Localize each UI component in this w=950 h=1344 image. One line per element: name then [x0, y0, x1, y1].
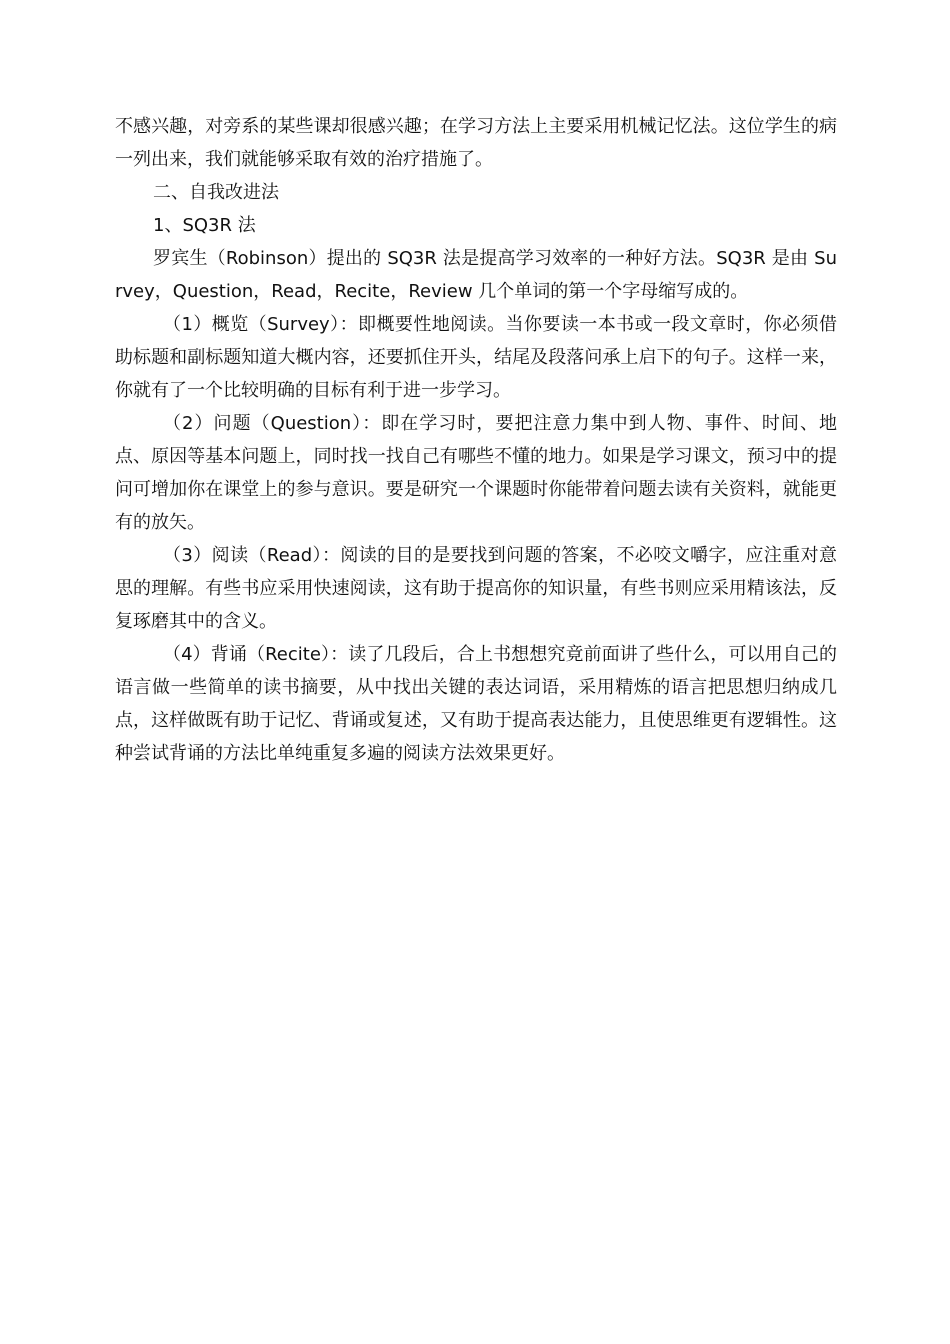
- paragraph-survey: （1）概览（Survey）：即概要性地阅读。当你要读一本书或一段文章时，你必须借助标题和副标题知道大概内容，还要抓住开头，结尾及段落问承上启下的句子。这样一来，你就有了一个比较明确的目标有利于进一步学习。: [115, 314, 837, 401]
- paragraph-read: （3）阅读（Read）：阅读的目的是要找到问题的答案，不必咬文嚼字，应注重对意思的理解。有些书应采用快速阅读，这有助于提高你的知识量，有些书则应采用精该法，反复琢磨其中的含义。: [115, 545, 837, 632]
- document-body: [115, 110, 837, 770]
- section-heading: 二、自我改进法: [153, 182, 279, 203]
- paragraph-recite: （4）背诵（Recite）：读了几段后，合上书想想究竟前面讲了些什么，可以用自己的语言做一些简单的读书摘要，从中找出关键的表达词语，采用精炼的语言把思想归纳成几点，这样做既有助于记忆、背诵或复述，又有助于提高表达能力，且使思维更有逻辑性。这种尝试背诵的方法比单纯重复多遍的阅读方法效果更好。: [115, 644, 837, 764]
- paragraph-intro: 罗宾生（Robinson）提出的 SQ3R 法是提高学习效率的一种好方法。SQ3R 是由 Survey，Question，Read，Recite，Review 几个单词的第一个字母缩写成的。: [115, 248, 837, 302]
- subsection-heading: 1、SQ3R 法: [153, 215, 256, 236]
- paragraph-continuation: 不感兴趣，对旁系的某些课却很感兴趣；在学习方法上主要采用机械记忆法。这位学生的病一列出来，我们就能够采取有效的治疗措施了。: [115, 116, 837, 170]
- paragraph-question: （2）问题（Question）：即在学习时，要把注意力集中到人物、事件、时间、地点、原因等基本问题上，同时找一找自己有哪些不懂的地力。如果是学习课文，预习中的提问可增加你在课堂上的参与意识。要是研究一个课题时你能带着问题去读有关资料，就能更有的放矢。: [115, 413, 837, 533]
